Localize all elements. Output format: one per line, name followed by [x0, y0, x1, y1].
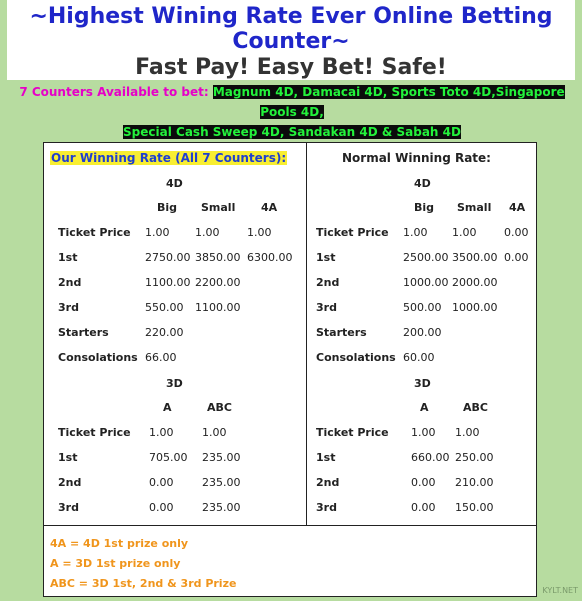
ours-3d-row-label: 1st	[58, 451, 78, 464]
counters-info	[7, 82, 577, 142]
note-abc: ABC = 3D 1st, 2nd & 3rd Prize	[50, 577, 237, 590]
normal-4d-value: 2500.00	[403, 251, 449, 264]
normal-3d-row-label: 3rd	[316, 501, 337, 514]
normal-4d-row-label: Ticket Price	[316, 226, 389, 239]
normal-3d-value: 0.00	[411, 501, 436, 514]
counters-list-line1: Magnum 4D, Damacai 4D, Sports Toto 4D,Singapore Pools 4D,	[212, 85, 565, 119]
normal-3d-row-label: 1st	[316, 451, 336, 464]
watermark: KYLT.NET	[542, 586, 578, 595]
normal-4d-value: 1.00	[403, 226, 428, 239]
normal-3d-value: 210.00	[455, 476, 494, 489]
page-title: ~Highest Wining Rate Ever Online Betting Counter~	[29, 4, 553, 54]
our-rate-column	[44, 143, 307, 525]
normal-3d-row-label: Ticket Price	[316, 426, 389, 439]
ours-4d-row-label: 2nd	[58, 276, 82, 289]
normal-rate-heading: Normal Winning Rate:	[342, 151, 491, 165]
ours-4d-value: 3850.00	[195, 251, 241, 264]
normal-3d-value: 250.00	[455, 451, 494, 464]
ours-3d-value: 0.00	[149, 476, 174, 489]
normal-3d-value: 1.00	[455, 426, 480, 439]
normal-4d-col-header: Big	[414, 201, 435, 214]
normal-4d-row-label: 2nd	[316, 276, 340, 289]
ours-4d-col-header: Small	[201, 201, 236, 214]
normal-3d-col-header: A	[420, 401, 429, 414]
normal-4d-title: 4D	[414, 177, 431, 190]
ours-3d-value: 1.00	[149, 426, 174, 439]
ours-4d-row-label: Ticket Price	[58, 226, 131, 239]
normal-4d-row-label: 1st	[316, 251, 336, 264]
ours-3d-col-header: A	[163, 401, 172, 414]
ours-3d-value: 705.00	[149, 451, 188, 464]
ours-4d-value: 1.00	[247, 226, 272, 239]
page-header	[7, 0, 575, 80]
normal-3d-col-header: ABC	[463, 401, 488, 414]
normal-4d-value: 1000.00	[452, 301, 498, 314]
normal-4d-value: 60.00	[403, 351, 435, 364]
normal-4d-col-header: 4A	[509, 201, 526, 214]
normal-4d-value: 0.00	[504, 226, 529, 239]
normal-rate-column	[307, 143, 536, 525]
winning-rate-table	[43, 142, 537, 597]
note-a: A = 3D 1st prize only	[50, 557, 181, 570]
ours-4d-value: 66.00	[145, 351, 177, 364]
ours-4d-col-header: 4A	[261, 201, 278, 214]
ours-4d-value: 2200.00	[195, 276, 241, 289]
ours-4d-value: 1100.00	[195, 301, 241, 314]
normal-4d-value: 200.00	[403, 326, 442, 339]
normal-3d-value: 660.00	[411, 451, 450, 464]
note-4a: 4A = 4D 1st prize only	[50, 537, 189, 550]
ours-4d-value: 2750.00	[145, 251, 191, 264]
normal-4d-value: 0.00	[504, 251, 529, 264]
notes-section	[44, 525, 536, 596]
ours-4d-value: 550.00	[145, 301, 184, 314]
counters-list-line2: Special Cash Sweep 4D, Sandakan 4D & Sabah 4D	[123, 125, 461, 139]
ours-4d-value: 1100.00	[145, 276, 191, 289]
ours-4d-row-label: Starters	[58, 326, 109, 339]
normal-3d-value: 0.00	[411, 476, 436, 489]
normal-4d-row-label: 3rd	[316, 301, 337, 314]
ours-3d-col-header: ABC	[207, 401, 232, 414]
ours-4d-row-label: 1st	[58, 251, 78, 264]
normal-4d-row-label: Consolations	[316, 351, 396, 364]
ours-4d-value: 1.00	[195, 226, 220, 239]
normal-4d-value: 1.00	[452, 226, 477, 239]
normal-3d-value: 1.00	[411, 426, 436, 439]
ours-4d-value: 6300.00	[247, 251, 293, 264]
ours-4d-title: 4D	[166, 177, 183, 190]
normal-3d-title: 3D	[414, 377, 431, 390]
ours-4d-col-header: Big	[157, 201, 178, 214]
ours-4d-value: 1.00	[145, 226, 170, 239]
ours-3d-row-label: Ticket Price	[58, 426, 131, 439]
normal-3d-value: 150.00	[455, 501, 494, 514]
page-subtitle: Fast Pay! Easy Bet! Safe!	[135, 55, 447, 80]
counters-label: 7 Counters Available to bet:	[19, 85, 209, 99]
ours-3d-value: 1.00	[202, 426, 227, 439]
ours-4d-row-label: 3rd	[58, 301, 79, 314]
normal-4d-value: 3500.00	[452, 251, 498, 264]
ours-3d-value: 235.00	[202, 501, 241, 514]
normal-4d-value: 1000.00	[403, 276, 449, 289]
ours-3d-row-label: 3rd	[58, 501, 79, 514]
normal-4d-row-label: Starters	[316, 326, 367, 339]
our-rate-heading: Our Winning Rate (All 7 Counters):	[51, 151, 287, 165]
ours-3d-row-label: 2nd	[58, 476, 82, 489]
normal-4d-value: 500.00	[403, 301, 442, 314]
normal-4d-col-header: Small	[457, 201, 492, 214]
ours-3d-value: 0.00	[149, 501, 174, 514]
ours-4d-value: 220.00	[145, 326, 184, 339]
ours-3d-title: 3D	[166, 377, 183, 390]
ours-4d-row-label: Consolations	[58, 351, 138, 364]
normal-4d-value: 2000.00	[452, 276, 498, 289]
ours-3d-value: 235.00	[202, 451, 241, 464]
normal-3d-row-label: 2nd	[316, 476, 340, 489]
ours-3d-value: 235.00	[202, 476, 241, 489]
